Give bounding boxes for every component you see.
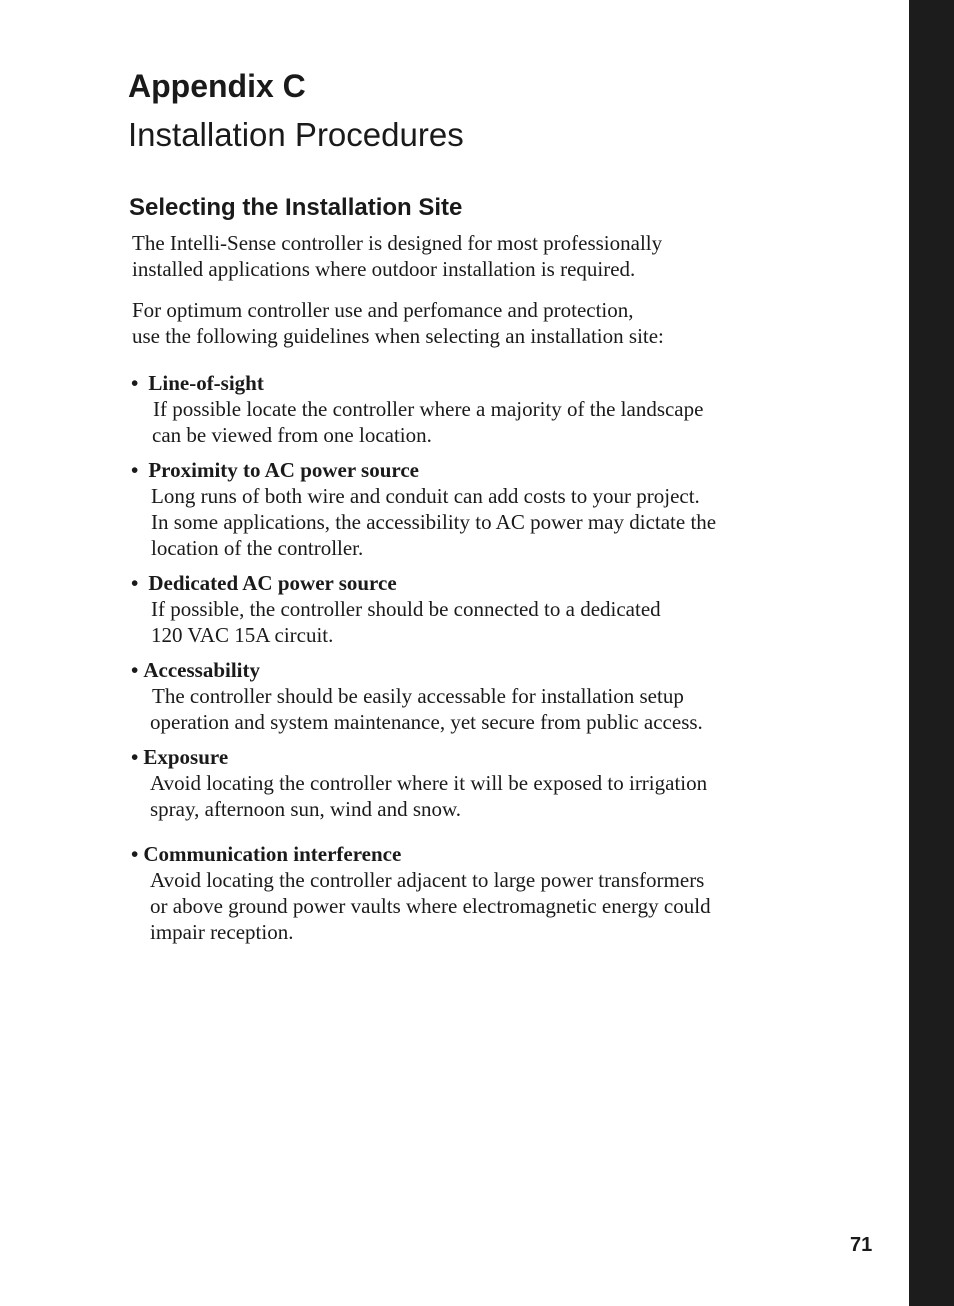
guideline-line: In some applications, the accessibility to AC power may dictate the (151, 510, 717, 534)
guideline-body (131, 396, 703, 448)
chapter-title: Installation Procedures (128, 116, 464, 153)
guideline-body (131, 867, 711, 945)
guideline-item-communication (131, 841, 711, 945)
guideline-line: If possible, the controller should be connected to a dedicated (151, 597, 661, 621)
guideline-item-proximity (131, 457, 716, 561)
guideline-line: impair reception. (150, 920, 294, 944)
guideline-line: can be viewed from one location. (152, 423, 432, 447)
bullet-icon: • (131, 371, 139, 395)
guideline-title-text: Dedicated AC power source (148, 571, 397, 595)
paragraph-line: The Intelli-Sense controller is designed for most professionally (132, 231, 663, 255)
guideline-item-dedicated-power (131, 570, 661, 648)
guideline-intro-paragraph (132, 297, 664, 349)
guideline-title (131, 744, 707, 770)
guideline-item-accessability (131, 657, 703, 735)
bullet-icon: • (131, 458, 139, 482)
paragraph-line: For optimum controller use and perfomance and protection, (132, 298, 634, 322)
guideline-body (131, 770, 707, 822)
guideline-line: Long runs of both wire and conduit can add costs to your project. (151, 484, 700, 508)
guideline-line: location of the controller. (151, 536, 364, 560)
page-number: 71 (850, 1234, 873, 1256)
guideline-title (131, 570, 661, 596)
guideline-line: or above ground power vaults where electromagnetic energy could (150, 894, 711, 918)
guideline-title (131, 841, 711, 867)
guideline-line: Avoid locating the controller adjacent to large power transformers (150, 868, 705, 892)
section-heading: Selecting the Installation Site (129, 194, 463, 221)
guideline-title-text: Communication interference (143, 842, 402, 866)
appendix-label: Appendix C (128, 68, 306, 104)
guideline-body (131, 596, 661, 648)
guideline-line: 120 VAC 15A circuit. (151, 623, 334, 647)
guideline-line: The controller should be easily accessable for installation setup (152, 684, 684, 708)
guideline-title-text: Accessability (143, 658, 261, 682)
bullet-icon: • (131, 571, 139, 595)
guideline-title (131, 457, 716, 483)
guideline-title-text: Line-of-sight (148, 371, 264, 395)
guideline-item-exposure (131, 744, 707, 822)
intro-paragraph (132, 230, 662, 282)
guideline-line: Avoid locating the controller where it will be exposed to irrigation (150, 771, 708, 795)
guideline-title (131, 370, 703, 396)
paragraph-line: use the following guidelines when selecting an installation site: (132, 324, 664, 348)
guideline-line: If possible locate the controller where a majority of the landscape (153, 397, 704, 421)
bullet-icon: • (131, 745, 139, 769)
bullet-icon: • (131, 842, 139, 866)
guideline-title-text: Exposure (143, 745, 229, 769)
page-edge-tab (909, 0, 954, 1306)
guideline-item-line-of-sight (131, 370, 703, 448)
paragraph-line: installed applications where outdoor installation is required. (132, 257, 636, 281)
guideline-body (131, 483, 716, 561)
guideline-body (131, 683, 703, 735)
guideline-title-text: Proximity to AC power source (148, 458, 419, 482)
bullet-icon: • (131, 658, 139, 682)
guideline-title (131, 657, 703, 683)
guideline-line: operation and system maintenance, yet secure from public access. (150, 710, 703, 734)
guideline-line: spray, afternoon sun, wind and snow. (150, 797, 462, 821)
